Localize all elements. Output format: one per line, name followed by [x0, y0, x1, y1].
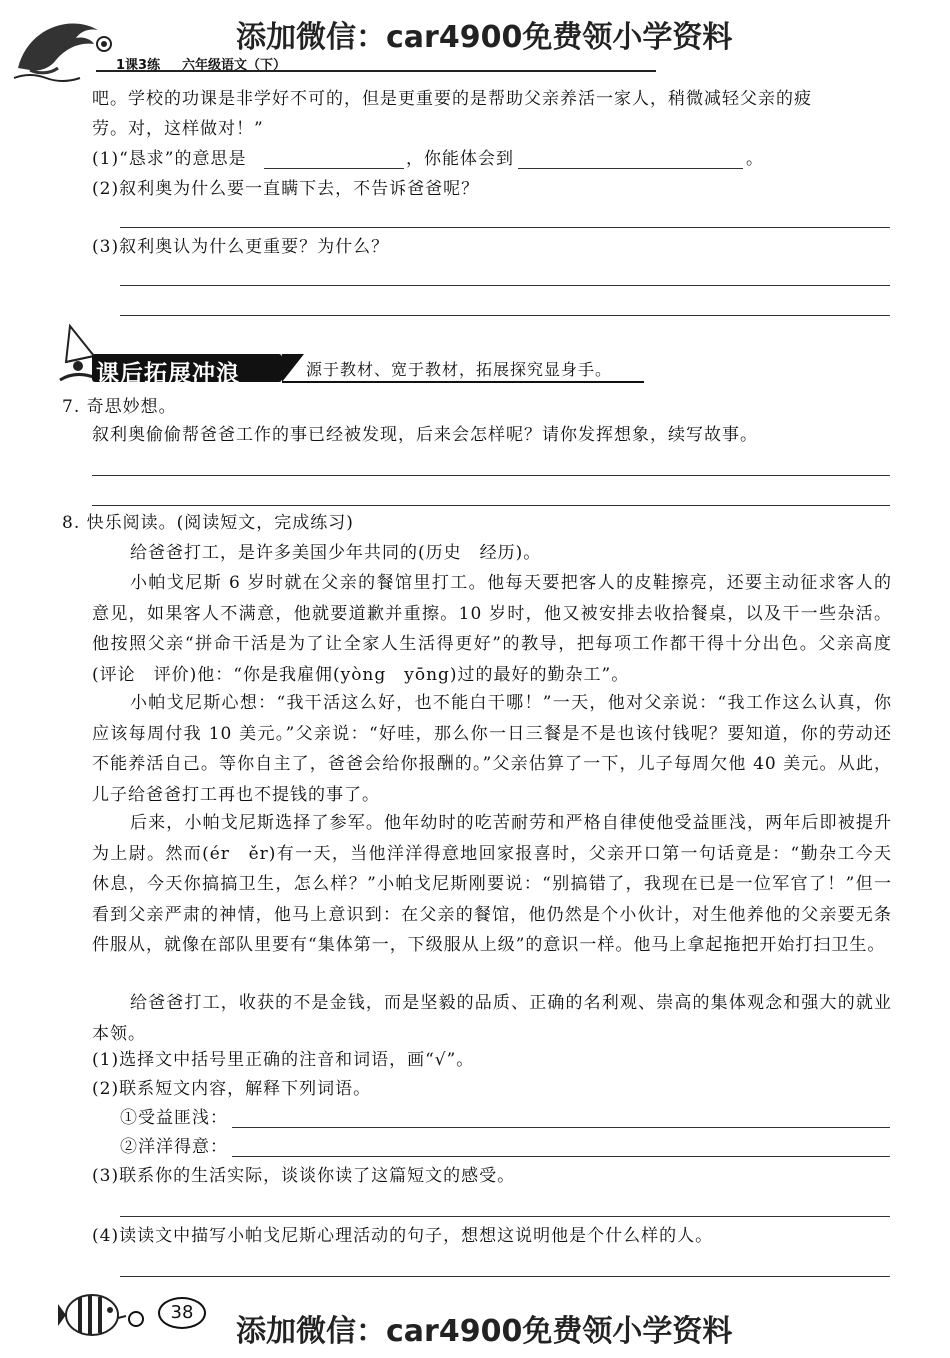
- fish-icon: [58, 1288, 128, 1342]
- q8-paragraph-5: 给爸爸打工，收获的不是金钱，而是坚毅的品质、正确的名利观、崇高的集体观念和强大的就业本领。: [92, 993, 892, 1044]
- section-banner-underline: [282, 381, 644, 383]
- q8-sub-2: (2)联系短文内容，解释下列词语。: [92, 1079, 372, 1099]
- q8-sub-4: (4)读读文中描写小帕戈尼斯心理活动的句子，想想这说明他是个什么样的人。: [92, 1226, 714, 1246]
- q8-sub-1: (1)选择文中括号里正确的注音和词语，画“√”。: [92, 1050, 475, 1070]
- q7-title: 7. 奇思妙想。: [62, 397, 177, 417]
- dolphin-logo-icon: [10, 8, 120, 86]
- answer-line-q7b[interactable]: [92, 505, 890, 506]
- section-banner-tip: [282, 354, 304, 382]
- q8-title: 8. 快乐阅读。(阅读短文，完成练习): [62, 513, 354, 533]
- page-number: 38: [158, 1297, 206, 1329]
- q8-paragraph-3: 小帕戈尼斯心想：“我干活这么好，也不能白干哪！”一天，他对父亲说：“我工作这么认真，你应该每周付我 10 美元。”父亲说：“好哇，那么你一日三餐是不是也该付钱呢？要知道，你的劳动还不能养活自己。等你自主了，爸爸会给你报酬的。”父亲估算了一下，儿子每周欠他 40 美元。从此，儿子给爸爸打工再也不提钱的事了。: [92, 693, 892, 805]
- q8-paragraph-1: 给爸爸打工，是许多美国少年共同的(历史 经历)。: [130, 543, 542, 563]
- answer-line-q7a[interactable]: [92, 475, 890, 476]
- answer-line-q1b[interactable]: [518, 168, 743, 169]
- header-rule: [96, 70, 656, 72]
- answer-line-q3a[interactable]: [120, 285, 890, 286]
- q8-sub-2b: ②洋洋得意：: [120, 1137, 228, 1157]
- passage-line-2: 劳。对，这样做对！”: [92, 119, 264, 139]
- header-grade: 六年级语文（下）: [182, 58, 287, 73]
- q8-sub-3: (3)联系你的生活实际，谈谈你读了这篇短文的感受。: [92, 1166, 516, 1186]
- q8-sub-2a: ①受益匪浅：: [120, 1108, 228, 1128]
- question-3: (3)叙利奥认为什么更重要？为什么？: [92, 237, 390, 257]
- answer-line-q3b[interactable]: [120, 315, 890, 316]
- question-1-part-1: (1)“恳求”的意思是: [92, 149, 247, 169]
- q8-paragraph-2: 小帕戈尼斯 6 岁时就在父亲的餐馆里打工。他每天要把客人的皮鞋擦亮，还要主动征求客人的意见，如果客人不满意，他就要道歉并重擦。10 岁时，他又被安排去收拾餐桌，以及干一些杂活。他按照父亲“拼命干活是为了让全家人生活得更好”的教导，把每项工作都干得十分出色。父亲高度(评论 评价)他：“你是我雇佣(yòng yōng)过的最好的勤杂工”。: [92, 573, 892, 685]
- question-1-part-2: ，你能体会到: [406, 149, 514, 169]
- answer-line-q8-2a[interactable]: [232, 1127, 890, 1128]
- watermark-top: 添加微信：car4900免费领小学资料: [236, 20, 733, 55]
- section-title: 课后拓展冲浪: [96, 361, 240, 387]
- section-subtitle: 源于教材、宽于教材，拓展探究显身手。: [306, 360, 613, 379]
- question-2: (2)叙利奥为什么要一直瞒下去，不告诉爸爸呢？: [92, 179, 480, 199]
- answer-line-q8-3[interactable]: [120, 1216, 890, 1217]
- answer-line-q1a[interactable]: [264, 168, 404, 169]
- answer-line-q8-4[interactable]: [120, 1276, 890, 1277]
- q8-paragraph-4: 后来，小帕戈尼斯选择了参军。他年幼时的吃苦耐劳和严格自律使他受益匪浅，两年后即被提升为上尉。然而(ér ěr)有一天，当他洋洋得意地回家报喜时，父亲开口第一句话竟是：“勤杂工今天休息，今天你搞搞卫生，怎么样？”小帕戈尼斯刚要说：“别搞错了，我现在已是一位军官了！”但一看到父亲严肃的神情，他马上意识到：在父亲的餐馆，他仍然是个小伙计，对生他养他的父亲要无条件服从，就像在部队里要有“集体第一，下级服从上级”的意识一样。他马上拿起拖把开始打扫卫生。: [92, 813, 892, 956]
- q7-prompt: 叙利奥偷偷帮爸爸工作的事已经被发现，后来会怎样呢？请你发挥想象，续写故事。: [92, 425, 758, 445]
- passage-line-1: 吧。学校的功课是非学好不可的，但是更重要的是帮助父亲养活一家人，稍微减轻父亲的疲: [92, 89, 812, 109]
- header-lesson: 1课3练: [116, 58, 161, 73]
- answer-line-q2[interactable]: [120, 227, 890, 228]
- watermark-bottom: 添加微信：car4900免费领小学资料: [236, 1314, 733, 1349]
- answer-line-q8-2b[interactable]: [232, 1156, 890, 1157]
- bubble-icon: [128, 1311, 144, 1327]
- question-1-end: 。: [746, 149, 764, 169]
